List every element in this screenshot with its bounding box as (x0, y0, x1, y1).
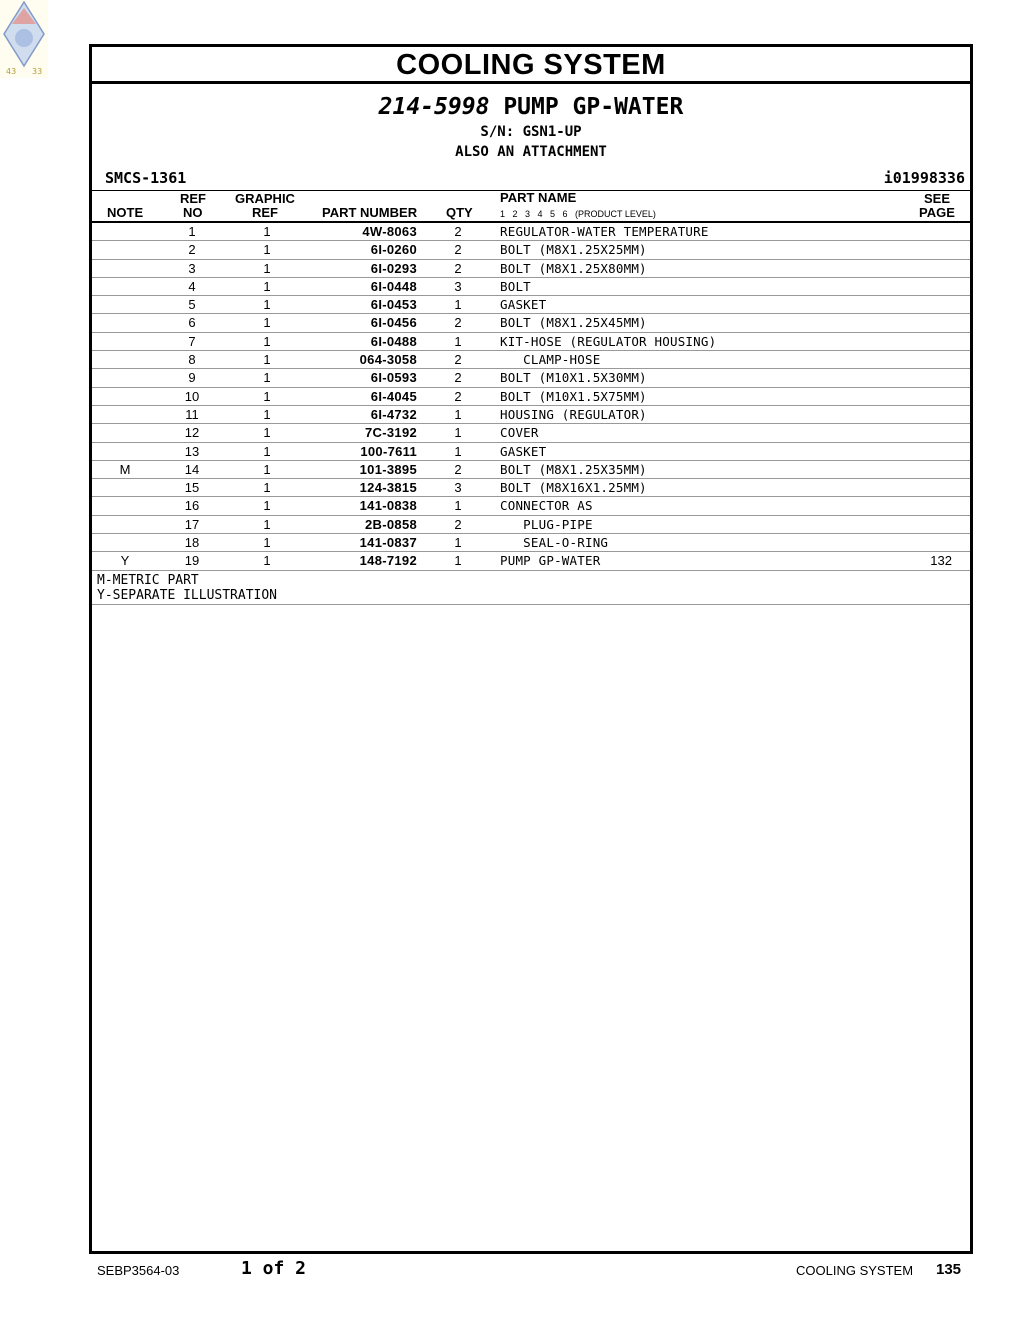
row-ref-no: 12 (184, 425, 200, 441)
table-row (92, 314, 970, 332)
row-ref-no: 18 (184, 535, 200, 551)
col-ref-bottom: NO (183, 205, 203, 220)
row-graphic-ref: 1 (263, 498, 271, 514)
row-part-number: 6I-0488 (370, 333, 417, 349)
row-ref-no: 16 (184, 498, 200, 514)
footer-page-number: 135 (936, 1261, 962, 1278)
row-part-number: 141-0837 (359, 535, 417, 551)
table-row (92, 369, 970, 387)
group-name: PUMP GP-WATER (503, 94, 684, 120)
row-part-name: COVER (500, 425, 539, 441)
row-part-number: 148-7192 (359, 553, 417, 569)
table-row (92, 278, 970, 296)
row-part-number: 6I-0293 (370, 260, 417, 276)
row-graphic-ref: 1 (263, 480, 271, 496)
row-part-number: 064-3058 (359, 352, 417, 368)
row-part-name: BOLT (M8X16X1.25MM) (500, 480, 647, 496)
col-graphic-top: GRAPHIC (235, 191, 295, 206)
row-ref-no: 15 (184, 480, 200, 496)
row-ref-no: 1 (188, 224, 196, 239)
row-qty: 2 (454, 224, 462, 239)
row-qty: 1 (454, 297, 462, 313)
row-qty: 1 (454, 535, 462, 551)
footer-section: COOLING SYSTEM (796, 1263, 914, 1278)
row-qty: 2 (454, 260, 462, 276)
section-title: COOLING SYSTEM (92, 47, 970, 84)
col-see-bottom: PAGE (919, 205, 955, 220)
row-ref-no: 17 (184, 516, 200, 532)
table-row (92, 443, 970, 461)
row-ref-no: 2 (188, 242, 196, 258)
row-part-name: BOLT (500, 278, 531, 294)
row-graphic-ref: 1 (263, 461, 271, 477)
row-ref-no: 6 (188, 315, 196, 331)
row-graphic-ref: 1 (263, 352, 271, 368)
row-ref-no: 19 (184, 553, 200, 569)
row-graphic-ref: 1 (263, 425, 271, 441)
row-graphic-ref: 1 (263, 224, 271, 239)
row-ref-no: 11 (185, 406, 199, 422)
row-note: Y (120, 553, 130, 569)
row-graphic-ref: 1 (263, 260, 271, 276)
col-note: NOTE (107, 205, 144, 220)
row-ref-no: 10 (184, 388, 200, 404)
row-qty: 1 (454, 333, 462, 349)
col-graphic-bottom: REF (252, 205, 278, 220)
row-graphic-ref: 1 (263, 443, 271, 459)
row-part-name: CONNECTOR AS (500, 498, 593, 514)
row-ref-no: 14 (184, 461, 200, 477)
row-ref-no: 8 (188, 352, 196, 368)
row-part-number: 6I-0593 (370, 370, 417, 386)
row-part-name: GASKET (500, 443, 547, 459)
row-qty: 2 (454, 388, 462, 404)
col-ref-top: REF (180, 191, 206, 206)
row-part-name: BOLT (M8X1.25X35MM) (500, 461, 647, 477)
table-row (92, 351, 970, 369)
table-header (92, 190, 970, 223)
row-graphic-ref: 1 (263, 535, 271, 551)
col-product-level: 1 2 3 4 5 6 (PRODUCT LEVEL) (500, 209, 656, 219)
table-row (92, 333, 970, 351)
publisher-logo-icon (0, 0, 48, 78)
row-note: M (119, 461, 131, 477)
row-ref-no: 3 (188, 260, 196, 276)
row-ref-no: 7 (188, 333, 196, 349)
row-graphic-ref: 1 (263, 333, 271, 349)
svg-text:43: 43 (6, 67, 17, 76)
row-qty: 1 (454, 553, 462, 569)
row-part-name: PUMP GP-WATER (500, 553, 601, 569)
group-header (92, 84, 970, 190)
row-part-number: 6I-4045 (370, 388, 417, 404)
page-footer (0, 1258, 1020, 1282)
col-see-top: SEE (924, 191, 951, 206)
row-part-name: BOLT (M8X1.25X80MM) (500, 260, 647, 276)
col-part-name: PART NAME (500, 190, 577, 205)
parts-page-frame (89, 44, 973, 1254)
table-row (92, 534, 970, 552)
row-graphic-ref: 1 (263, 370, 271, 386)
group-title (92, 94, 970, 120)
footer-doc-number: SEBP3564-03 (97, 1263, 180, 1278)
row-part-number: 6I-0453 (370, 297, 417, 313)
row-part-name: PLUG-PIPE (500, 516, 593, 532)
row-graphic-ref: 1 (263, 388, 271, 404)
row-graphic-ref: 1 (263, 278, 271, 294)
table-row (92, 479, 970, 497)
row-ref-no: 9 (188, 370, 196, 386)
table-row (92, 296, 970, 314)
row-part-name: GASKET (500, 297, 547, 313)
row-graphic-ref: 1 (263, 297, 271, 313)
row-qty: 2 (454, 370, 462, 386)
table-row (92, 424, 970, 442)
group-number: 214-5998 (378, 94, 490, 120)
table-row (92, 260, 970, 278)
row-qty: 1 (454, 406, 462, 422)
row-ref-no: 13 (184, 443, 200, 459)
row-part-number: 124-3815 (359, 480, 417, 496)
row-part-name: BOLT (M10X1.5X75MM) (500, 388, 647, 404)
notes-legend (92, 571, 970, 605)
row-part-number: 101-3895 (359, 461, 417, 477)
illustration-id: i01998336 (883, 169, 965, 187)
row-part-number: 6I-4732 (370, 406, 417, 422)
row-part-number: 100-7611 (360, 443, 417, 459)
col-qty: QTY (446, 205, 473, 220)
row-part-number: 7C-3192 (365, 425, 417, 441)
row-qty: 1 (454, 443, 462, 459)
row-qty: 2 (454, 242, 462, 258)
row-qty: 3 (454, 480, 462, 496)
row-qty: 2 (454, 352, 462, 368)
row-part-name: BOLT (M10X1.5X30MM) (500, 370, 647, 386)
svg-text:33: 33 (32, 67, 43, 76)
row-see-page: 132 (930, 553, 952, 569)
row-qty: 1 (454, 498, 462, 514)
table-row (92, 516, 970, 534)
row-part-name: CLAMP-HOSE (500, 352, 601, 368)
row-qty: 2 (454, 516, 462, 532)
table-row (92, 388, 970, 406)
row-qty: 1 (454, 425, 462, 441)
col-part-number: PART NUMBER (322, 205, 418, 220)
row-part-name: BOLT (M8X1.25X45MM) (500, 315, 647, 331)
row-part-number: 2B-0858 (365, 516, 417, 532)
table-row (92, 552, 970, 570)
row-qty: 2 (454, 315, 462, 331)
row-part-number: 141-0838 (359, 498, 417, 514)
row-part-name: KIT-HOSE (REGULATOR HOUSING) (500, 333, 717, 349)
attachment-note: ALSO AN ATTACHMENT (455, 144, 607, 160)
row-graphic-ref: 1 (263, 406, 271, 422)
row-part-number: 4W-8063 (362, 224, 417, 239)
row-ref-no: 4 (188, 278, 196, 294)
row-part-number: 6I-0260 (370, 242, 417, 258)
footer-page-of: 1 of 2 (241, 1258, 307, 1279)
table-row (92, 241, 970, 259)
row-qty: 2 (454, 461, 462, 477)
note-separate-illustration: Y-SEPARATE ILLUSTRATION (97, 587, 278, 603)
row-part-number: 6I-0448 (370, 278, 417, 294)
table-row (92, 406, 970, 424)
parts-table-body (92, 223, 970, 571)
row-part-name: SEAL-O-RING (500, 535, 609, 551)
row-graphic-ref: 1 (263, 242, 271, 258)
table-row (92, 497, 970, 515)
row-graphic-ref: 1 (263, 516, 271, 532)
row-part-name: BOLT (M8X1.25X25MM) (500, 242, 647, 258)
row-qty: 3 (454, 278, 462, 294)
row-graphic-ref: 1 (263, 315, 271, 331)
note-metric: M-METRIC PART (97, 572, 199, 588)
row-graphic-ref: 1 (263, 553, 271, 569)
smcs-code: SMCS-1361 (105, 169, 187, 187)
table-row (92, 223, 970, 241)
row-part-number: 6I-0456 (370, 315, 417, 331)
row-ref-no: 5 (188, 297, 196, 313)
row-part-name: HOUSING (REGULATOR) (500, 406, 647, 422)
table-row (92, 461, 970, 479)
serial-number: S/N: GSN1-UP (480, 124, 582, 140)
row-part-name: REGULATOR-WATER TEMPERATURE (500, 224, 709, 239)
